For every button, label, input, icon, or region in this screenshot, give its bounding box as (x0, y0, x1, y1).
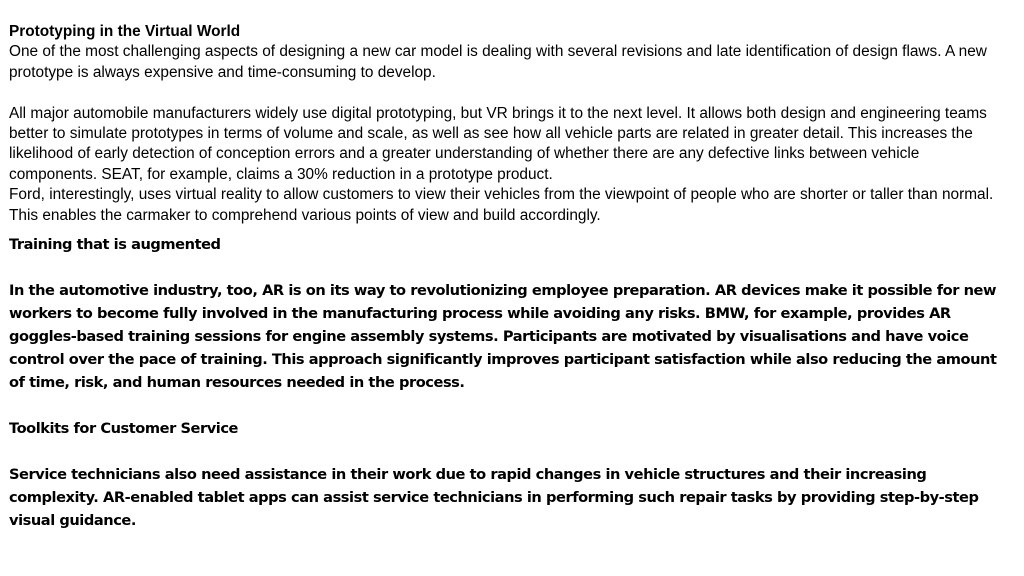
paragraph-ford: Ford, interestingly, uses virtual reality to allow customers to view their vehicles from the viewpoint of people who are shorter or taller than normal. This enables the carmaker to comprehend various points of view and build accordingly. (9, 186, 994, 224)
paragraph-gap (9, 440, 1009, 463)
paragraph-digital-prototyping: All major automobile manufacturers widely use digital prototyping, but VR brings it to the next level. It allows both design and engineering teams better to simulate prototypes in terms of volume and scale, as well as see how all vehicle parts are related in greater detail. This increases the likelihood of early detection of conception errors and a greater understanding of whether there are any defective links between vehicle components. SEAT, for example, claims a 30% reduction in a prototype product. (9, 104, 987, 183)
paragraph-gap (9, 394, 1009, 417)
document-page (9, 22, 1009, 532)
section-title-toolkits: Toolkits for Customer Service (9, 420, 238, 438)
paragraph-training: In the automotive industry, too, AR is on its way to revolutionizing employee preparation. AR devices make it possible for new workers to become fully involved in the manufacturing process while avoiding any risks. BMW, for example, provides AR goggles-based training sessions for engine assembly systems. Participants are motivated by visualisations and have voice control over the pace of training. This approach significantly improves participant satisfaction while also reducing the amount of time, risk, and human resources needed in the process. (9, 282, 997, 392)
section-training-toolkits (9, 233, 1009, 532)
section-title-prototyping: Prototyping in the Virtual World (9, 23, 241, 40)
paragraph-revisions: One of the most challenging aspects of designing a new car model is dealing with several revisions and late identification of design flaws. A new prototype is always expensive and time-consuming to develop. (9, 43, 987, 81)
paragraph-toolkits: Service technicians also need assistance in their work due to rapid changes in vehicle structures and their increasing complexity. AR-enabled tablet apps can assist service technicians in performing such repair tasks by providing step-by-step visual guidance. (9, 466, 979, 530)
section-title-training: Training that is augmented (9, 236, 221, 254)
section-prototyping (9, 22, 1009, 226)
paragraph-gap (9, 256, 1009, 279)
paragraph-gap (9, 83, 1009, 103)
